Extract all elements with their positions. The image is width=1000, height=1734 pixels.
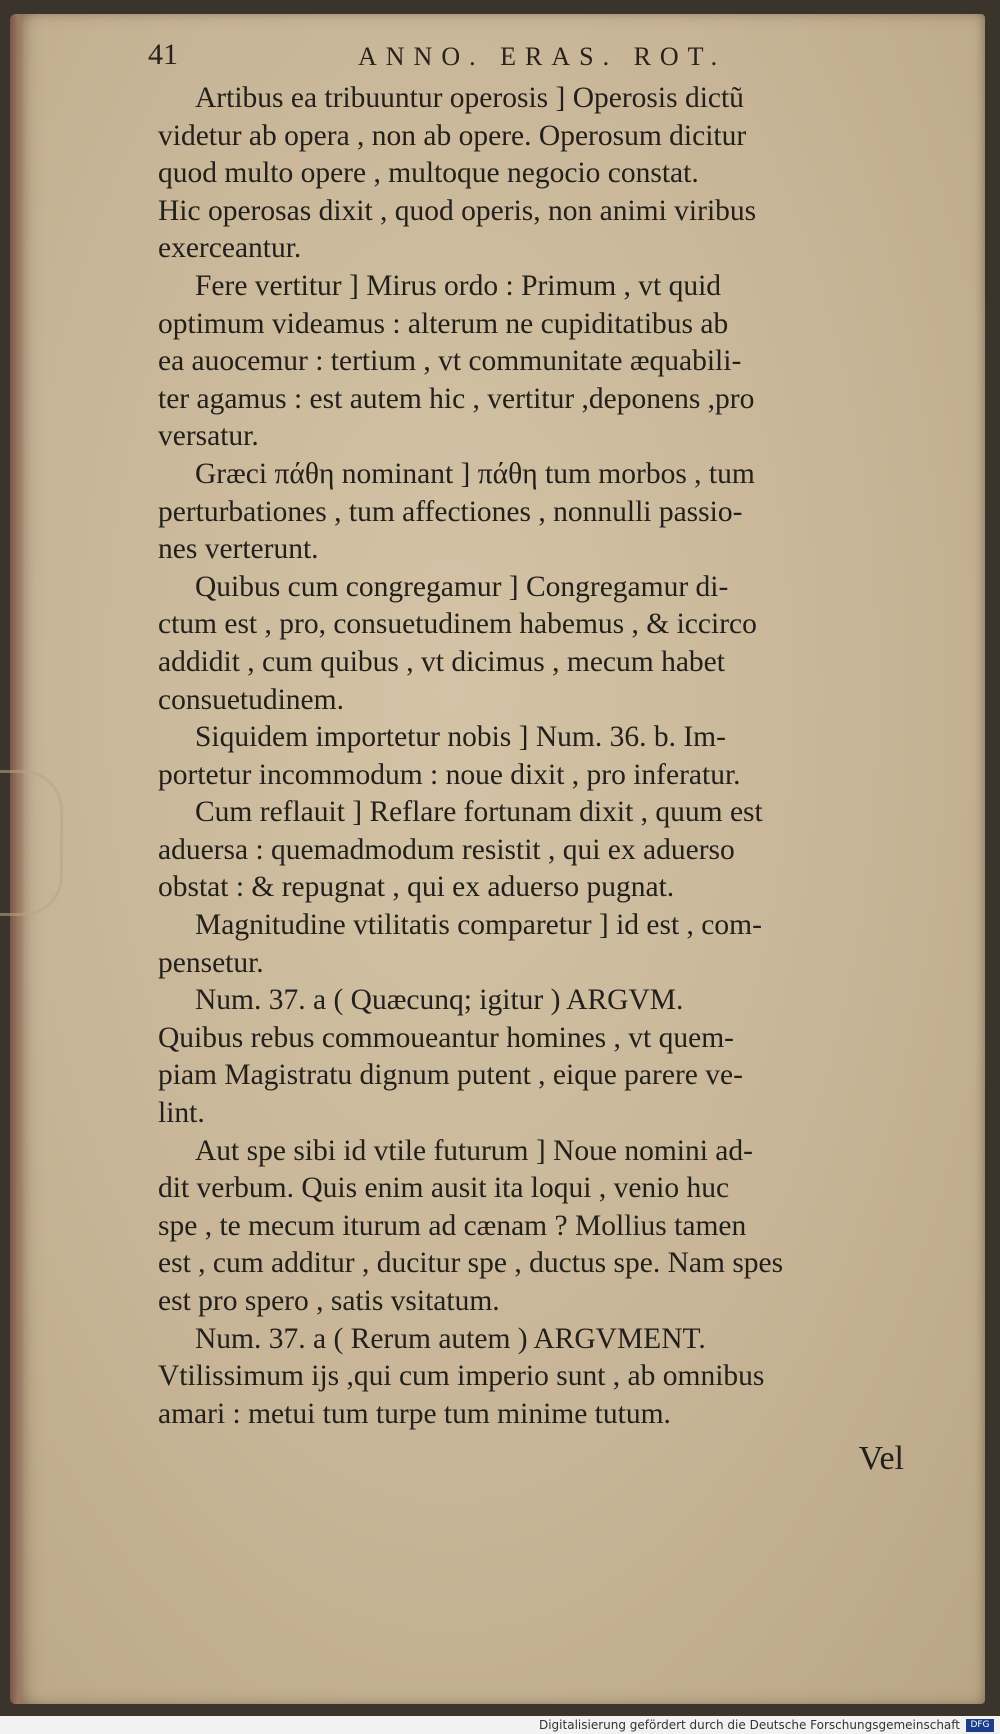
text-line: obstat : & repugnat , qui ex aduerso pugnat. — [158, 871, 675, 904]
folio-number: 41 — [148, 38, 178, 71]
paragraph-p10 — [158, 1321, 910, 1434]
running-head: ANNO. ERAS. ROT. — [358, 42, 727, 71]
paragraph-p9 — [158, 1133, 910, 1321]
dfg-logo: DFG — [966, 1719, 994, 1732]
page-clip-mark — [0, 770, 63, 916]
text-line: Quibus rebus commoueantur homines , vt quem- — [158, 1021, 734, 1054]
text-line: addidit , cum quibus , vt dicimus , mecum habet — [158, 645, 725, 678]
text-line: Hic operosas dixit , quod operis, non animi viribus — [158, 194, 757, 227]
text-line: Aut spe sibi id vtile futurum ] Noue nomini ad- — [195, 1134, 753, 1167]
text-line: dit verbum. Quis enim ausit ita loqui , venio huc — [158, 1172, 730, 1205]
text-line: Artibus ea tribuuntur operosis ] Operosis dictũ — [195, 82, 744, 114]
text-line: lint. — [158, 1097, 205, 1130]
text-line: Cum reflauit ] Reflare fortunam dixit , quum est — [195, 796, 763, 829]
text-line: aduersa : quemadmodum resistit , qui ex aduerso — [158, 833, 735, 866]
paragraph-p2 — [158, 268, 910, 456]
text-line: Vtilissimum ijs ,qui cum imperio sunt , ab omnibus — [158, 1360, 765, 1393]
text-line: Quibus cum congregamur ] Congregamur di- — [195, 570, 729, 603]
paragraph-p6 — [158, 794, 910, 907]
text-line: versatur. — [158, 420, 259, 453]
text-line: perturbationes , tum affectiones , nonnulli passio- — [158, 495, 743, 528]
digitization-credit: Digitalisierung gefördert durch die Deutsche Forschungsgemeinschaft — [538, 1718, 960, 1732]
body-text — [158, 80, 910, 1433]
text-line: Num. 37. a ( Quæcunq; igitur ) ARGVM. — [195, 984, 684, 1017]
text-line: Siquidem importetur nobis ] Num. 36. b. Im- — [195, 721, 726, 754]
text-line: exerceantur. — [158, 232, 302, 265]
text-line: ter agamus : est autem hic , vertitur ,deponens ,pro — [158, 382, 755, 415]
text-line: quod multo opere , multoque negocio constat. — [158, 157, 699, 190]
text-line: est pro spero , satis vsitatum. — [158, 1285, 500, 1317]
text-line: ea auocemur : tertium , vt communitate æquabili- — [158, 345, 742, 378]
paragraph-p4 — [158, 569, 910, 719]
paragraph-p5 — [158, 719, 910, 794]
text-line: spe , te mecum iturum ad cænam ? Mollius tamen — [158, 1209, 747, 1242]
paragraph-p3 — [158, 456, 910, 569]
paragraph-p7 — [158, 907, 910, 982]
text-line: portetur incommodum : noue dixit , pro inferatur. — [158, 758, 741, 791]
text-line: Magnitudine vtilitatis comparetur ] id est , com- — [195, 909, 762, 942]
page-header — [148, 38, 828, 78]
catchword: Vel — [858, 1440, 904, 1477]
text-line: Num. 37. a ( Rerum autem ) ARGVMENT. — [195, 1322, 706, 1355]
text-line: est , cum additur , ducitur spe , ductus spe. Nam spes — [158, 1247, 784, 1280]
text-line: nes verterunt. — [158, 533, 319, 566]
text-line: videtur ab opera , non ab opere. Operosum dicitur — [158, 119, 747, 152]
paragraph-p1 — [158, 80, 910, 268]
text-line: consuetudinem. — [158, 683, 344, 716]
text-line: Græci πάθη nominant ] πάθη tum morbos , tum — [195, 457, 755, 490]
paragraph-p8 — [158, 982, 910, 1132]
text-line: piam Magistratu dignum putent , eique parere ve- — [158, 1059, 743, 1092]
text-line: ctum est , pro, consuetudinem habemus , & iccirco — [158, 608, 757, 641]
text-line: amari : metui tum turpe tum minime tutum. — [158, 1397, 671, 1430]
text-line: pensetur. — [158, 946, 264, 979]
text-line: optimum videamus : alterum ne cupiditatibus ab — [158, 307, 729, 340]
text-line: Fere vertitur ] Mirus ordo : Primum , vt quid — [195, 269, 722, 302]
